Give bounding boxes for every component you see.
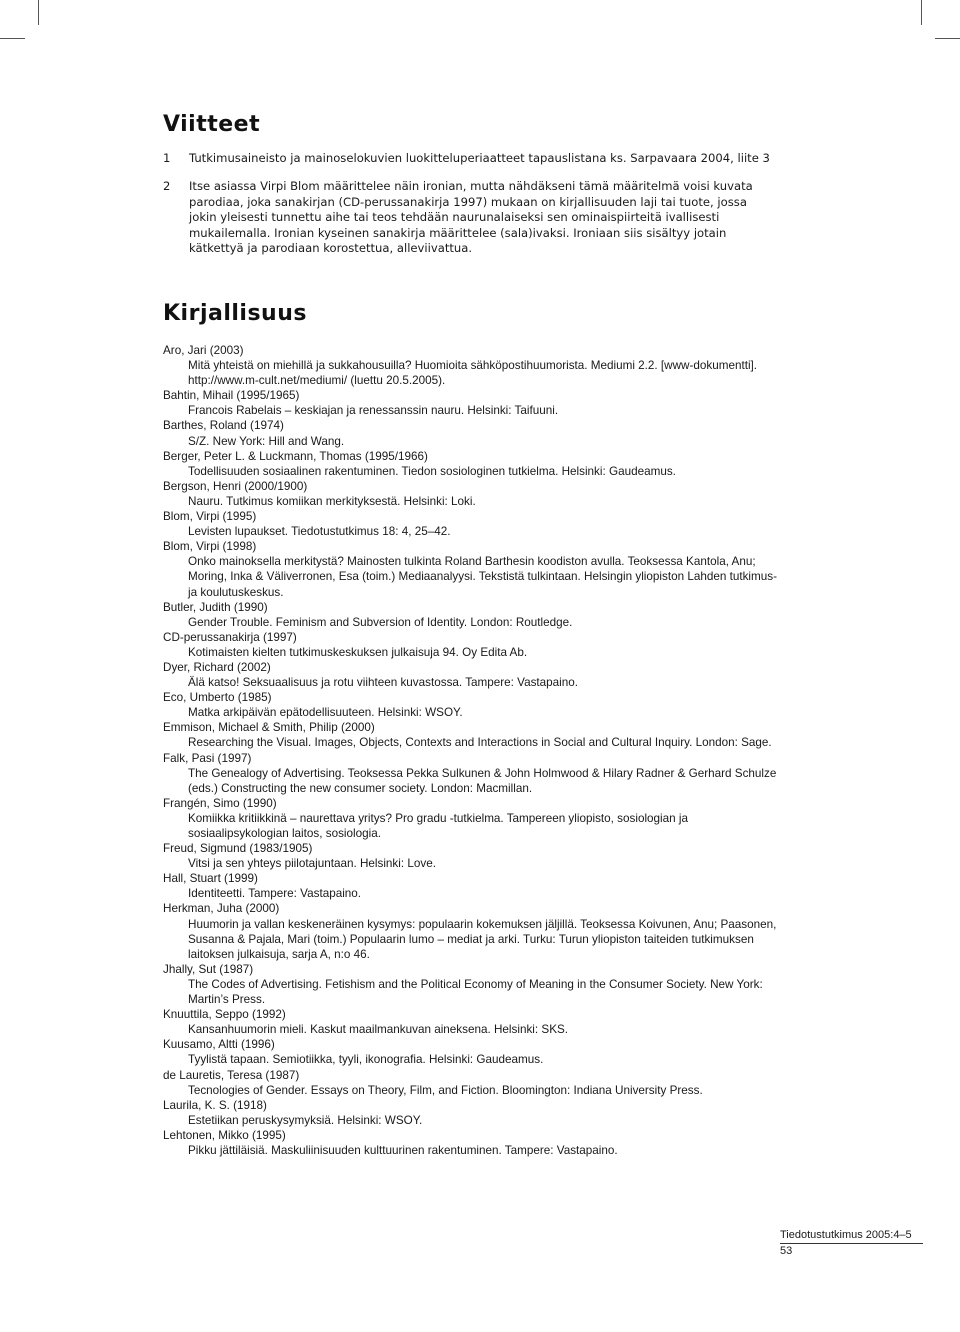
reference-entry <box>163 660 778 690</box>
crop-mark <box>921 0 922 25</box>
reference-work: S/Z. New York: Hill and Wang. <box>188 434 345 448</box>
reference-work: Gender Trouble. Feminism and Subversion of Identity. London: Routledge. <box>188 615 573 629</box>
reference-author: Freud, Sigmund (1983/1905) <box>163 842 313 856</box>
reference-author: Herkman, Juha (2000) <box>163 902 280 916</box>
crop-mark <box>0 38 25 39</box>
reference-work: Tecnologies of Gender. Essays on Theory, Film, and Fiction. Bloomington: Indiana University Press. <box>188 1083 703 1097</box>
reference-author: Emmison, Michael & Smith, Philip (2000) <box>163 721 375 735</box>
reference-author: Lehtonen, Mikko (1995) <box>163 1128 286 1142</box>
reference-author: Dyer, Richard (2002) <box>163 660 271 674</box>
journal-issue: Tiedotustutkimus 2005:4–5 <box>780 1229 923 1244</box>
reference-author: Barthes, Roland (1974) <box>163 419 284 433</box>
references-list <box>163 343 778 1158</box>
reference-work: Älä katso! Seksuaalisuus ja rotu viihteen kuvastossa. Tampere: Vastapaino. <box>188 676 579 690</box>
reference-entry <box>163 751 778 796</box>
reference-work: Mitä yhteistä on miehillä ja sukkahousuilla? Huomioita sähköpostihuumorista. Mediumi 2.2. [www-dokumentti]. http://www.m-cult.net/mediumi/ (luettu 20.5.2005). <box>188 359 758 388</box>
reference-work: Identiteetti. Tampere: Vastapaino. <box>188 887 362 901</box>
reference-entry <box>163 509 778 539</box>
reference-work: Tyylistä tapaan. Semiotiikka, tyyli, ikonografia. Helsinki: Gaudeamus. <box>188 1053 544 1067</box>
note-number: 2 <box>163 179 171 194</box>
reference-author: CD-perussanakirja (1997) <box>163 630 297 644</box>
reference-author: Blom, Virpi (1995) <box>163 510 257 524</box>
reference-entry <box>163 962 778 1007</box>
reference-work: Nauru. Tutkimus komiikan merkityksestä. Helsinki: Loki. <box>188 494 476 508</box>
note-item <box>163 151 778 166</box>
reference-work: Huumorin ja vallan keskeneräinen kysymys: populaarin kokemuksen jäljillä. Teoksessa Koivunen, Anu; Paasonen, Susanna & Pajala, Mari (toim.) Populaarin lumo – mediat ja arki. Turku: Turun yliopiston taiteiden tutkimuksen laitoksen julkaisuja, sarja A, n:o 46. <box>188 917 777 961</box>
reference-work: Matka arkipäivän epätodellisuuteen. Helsinki: WSOY. <box>188 706 463 720</box>
reference-work: Researching the Visual. Images, Objects, Contexts and Interactions in Social and Cultural Inquiry. London: Sage. <box>188 736 772 750</box>
reference-entry <box>163 343 778 388</box>
reference-author: Blom, Virpi (1998) <box>163 540 257 554</box>
reference-entry <box>163 1007 778 1037</box>
page-number: 53 <box>780 1245 793 1257</box>
reference-work: Levisten lupaukset. Tiedotustutkimus 18: 4, 25–42. <box>188 525 451 539</box>
crop-mark <box>935 38 960 39</box>
reference-author: Jhally, Sut (1987) <box>163 962 254 976</box>
reference-work: Kansanhuumorin mieli. Kaskut maailmankuvan aineksena. Helsinki: SKS. <box>188 1023 569 1037</box>
reference-work: Onko mainoksella merkitystä? Mainosten tulkinta Roland Barthesin koodiston avulla. Teoksessa Kantola, Anu; Moring, Inka & Väliverronen, Esa (toim.) Mediaanalyysi. Tekstistä tulkintaan. Helsingin yliopiston Lahden tutkimus- ja koulutuskeskus. <box>188 555 777 599</box>
reference-work: The Genealogy of Advertising. Teoksessa Pekka Sulkunen & John Holmwood & Hilary Radner & Gerhard Schulze (eds.) Constructing the new consumer society. London: Macmillan. <box>188 766 777 795</box>
page-footer <box>780 1229 923 1258</box>
crop-mark <box>38 0 39 25</box>
reference-author: Berger, Peter L. & Luckmann, Thomas (1995/1966) <box>163 449 428 463</box>
reference-entry <box>163 690 778 720</box>
reference-entry <box>163 600 778 630</box>
reference-work: Pikku jättiläisiä. Maskuliinisuuden kulttuurinen rakentuminen. Tampere: Vastapaino. <box>188 1143 618 1157</box>
reference-author: Knuuttila, Seppo (1992) <box>163 1008 286 1022</box>
reference-entry <box>163 449 778 479</box>
reference-entry <box>163 388 778 418</box>
reference-author: Bergson, Henri (2000/1900) <box>163 479 308 493</box>
notes-list <box>163 151 778 269</box>
reference-author: de Lauretis, Teresa (1987) <box>163 1068 300 1082</box>
reference-author: Hall, Stuart (1999) <box>163 872 258 886</box>
reference-author: Laurila, K. S. (1918) <box>163 1098 267 1112</box>
reference-work: Todellisuuden sosiaalinen rakentuminen. Tiedon sosiologinen tutkielma. Helsinki: Gaudeamus. <box>188 464 676 478</box>
reference-work: Kotimaisten kielten tutkimuskeskuksen julkaisuja 94. Oy Edita Ab. <box>188 645 528 659</box>
reference-author: Falk, Pasi (1997) <box>163 751 252 765</box>
reference-author: Bahtin, Mihail (1995/1965) <box>163 389 300 403</box>
reference-entry <box>163 720 778 750</box>
reference-entry <box>163 418 778 448</box>
references-heading: Kirjallisuus <box>163 301 307 326</box>
reference-entry <box>163 1068 778 1098</box>
reference-author: Kuusamo, Altti (1996) <box>163 1038 275 1052</box>
reference-work: Francois Rabelais – keskiajan ja renessanssin nauru. Helsinki: Taifuuni. <box>188 404 559 418</box>
reference-entry <box>163 1128 778 1158</box>
reference-author: Butler, Judith (1990) <box>163 600 268 614</box>
reference-work: Vitsi ja sen yhteys piilotajuntaan. Helsinki: Love. <box>188 857 436 871</box>
reference-entry <box>163 630 778 660</box>
note-item <box>163 179 778 256</box>
reference-entry <box>163 871 778 901</box>
reference-work: Komiikka kritiikkinä – naurettava yritys? Pro gradu -tutkielma. Tampereen yliopisto, sosiologian ja sosiaalipsykologian laitos, sosiologia. <box>188 811 688 840</box>
reference-entry <box>163 841 778 871</box>
reference-entry <box>163 796 778 841</box>
note-text: Itse asiassa Virpi Blom määrittelee näin ironian, mutta nähdäkseni tämä määritelmä voisi kuvata parodiaa, joka sanakirjan (CD-perussanakirja 1997) mukaan on kirjallisuuden laji tai tuote, jossa jokin yleisesti tunnettu aihe tai teos tehdään naurunalaiseksi sen ominaispiirteitä ivallisesti mukailemalla. Ironian kyseinen sanakirja määrittelee (sala)ivaksi. Ironiaan siis sisältyy jotain kätkettyä ja parodiaan korostettua, alleviivattua. <box>189 179 753 256</box>
reference-author: Frangén, Simo (1990) <box>163 796 277 810</box>
reference-work: Estetiikan peruskysymyksiä. Helsinki: WSOY. <box>188 1113 423 1127</box>
reference-entry <box>163 1037 778 1067</box>
reference-work: The Codes of Advertising. Fetishism and the Political Economy of Meaning in the Consumer Society. New York: Martin’s Press. <box>188 977 763 1007</box>
reference-entry <box>163 539 778 599</box>
note-text: Tutkimusaineisto ja mainoselokuvien luokitteluperiaatteet tapauslistana ks. Sarpavaara 2004, liite 3 <box>189 151 770 165</box>
reference-author: Eco, Umberto (1985) <box>163 691 272 705</box>
reference-entry <box>163 479 778 509</box>
reference-entry <box>163 1098 778 1128</box>
reference-author: Aro, Jari (2003) <box>163 344 244 357</box>
note-number: 1 <box>163 151 171 165</box>
notes-heading: Viitteet <box>163 112 261 137</box>
reference-entry <box>163 901 778 961</box>
